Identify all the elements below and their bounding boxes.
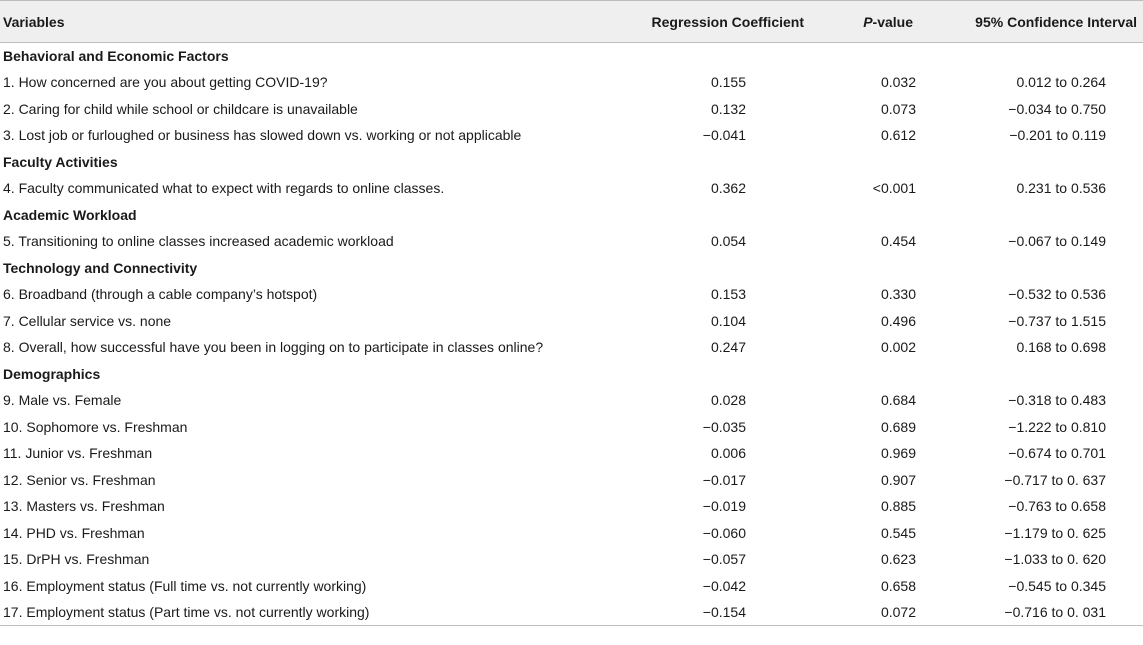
coefficient-cell: −0.041 — [702, 127, 746, 144]
header-variables: Variables — [0, 1, 600, 43]
table-row — [0, 440, 1143, 467]
confidence-interval-cell: −0.201 to 0.119 — [1009, 127, 1106, 144]
coefficient-cell: 0.153 — [710, 286, 746, 303]
variable-cell: 9. Male vs. Female — [3, 392, 122, 409]
table-row — [0, 96, 1143, 123]
p-value-cell: 0.330 — [880, 286, 916, 303]
confidence-interval-cell: −0.532 to 0.536 — [1008, 286, 1106, 303]
variable-cell: 16. Employment status (Full time vs. not currently working) — [3, 577, 367, 594]
p-value-cell: 0.496 — [880, 312, 916, 329]
table-row — [0, 122, 1143, 149]
confidence-interval-cell: −0.067 to 0.149 — [1008, 233, 1106, 250]
table-row — [0, 334, 1143, 361]
coefficient-cell: 0.028 — [710, 392, 746, 409]
variable-cell: 17. Employment status (Part time vs. not currently working) — [0, 599, 600, 626]
section-header-row — [0, 149, 1143, 176]
variable-cell: 11. Junior vs. Freshman — [3, 445, 153, 462]
header-p-italic: P — [863, 13, 873, 30]
header-p-rest: -value — [872, 13, 913, 30]
table-row — [0, 387, 1143, 414]
coefficient-cell: 0.006 — [710, 445, 746, 462]
header-confidence-interval: 95% Confidence Interval — [919, 1, 1143, 43]
table-row — [0, 467, 1143, 494]
confidence-interval-cell: −0.545 to 0.345 — [1008, 577, 1106, 594]
confidence-interval-cell: −0.716 to 0. 031 — [919, 599, 1143, 626]
coefficient-cell: 0.155 — [710, 74, 746, 91]
section-header-row — [0, 255, 1143, 282]
confidence-interval-cell: −1.179 to 0. 625 — [1004, 524, 1106, 541]
p-value-cell: 0.072 — [810, 599, 919, 626]
coefficient-cell: −0.035 — [702, 418, 746, 435]
variable-cell: 5. Transitioning to online classes increased academic workload — [3, 233, 394, 250]
coefficient-cell: 0.247 — [710, 339, 746, 356]
variable-cell: 14. PHD vs. Freshman — [3, 524, 145, 541]
variable-cell: 13. Masters vs. Freshman — [3, 498, 165, 515]
table-row — [0, 69, 1143, 96]
header-regression-coefficient: Regression Coefficient — [600, 1, 810, 43]
table-row — [0, 599, 1143, 626]
table-row — [0, 573, 1143, 600]
coefficient-cell: 0.104 — [710, 312, 746, 329]
section-header-row — [0, 361, 1143, 388]
coefficient-cell: 0.132 — [710, 100, 746, 117]
header-p-value — [810, 1, 919, 43]
confidence-interval-cell: −0.763 to 0.658 — [1008, 498, 1106, 515]
section-label: Faculty Activities — [3, 153, 118, 170]
p-value-cell: 0.002 — [880, 339, 916, 356]
variable-cell: 4. Faculty communicated what to expect with regards to online classes. — [3, 180, 445, 197]
coefficient-cell: −0.042 — [702, 577, 746, 594]
variable-cell: 8. Overall, how successful have you been in logging on to participate in classes online? — [3, 339, 544, 356]
table-row — [0, 546, 1143, 573]
p-value-cell: 0.885 — [880, 498, 916, 515]
p-value-cell: 0.612 — [880, 127, 916, 144]
table-row — [0, 414, 1143, 441]
confidence-interval-cell: 0.231 to 0.536 — [1016, 180, 1106, 197]
table-row — [0, 281, 1143, 308]
table-body — [0, 43, 1143, 626]
coefficient-cell: 0.362 — [710, 180, 746, 197]
confidence-interval-cell: −0.737 to 1.515 — [1008, 312, 1106, 329]
table-row — [0, 493, 1143, 520]
section-header-row — [0, 43, 1143, 70]
confidence-interval-cell: −0.318 to 0.483 — [1008, 392, 1106, 409]
coefficient-cell: −0.017 — [702, 471, 746, 488]
confidence-interval-cell: −0.034 to 0.750 — [1008, 100, 1106, 117]
p-value-cell: <0.001 — [872, 180, 916, 197]
confidence-interval-cell: 0.168 to 0.698 — [1016, 339, 1106, 356]
confidence-interval-cell: −0.674 to 0.701 — [1008, 445, 1106, 462]
section-label: Academic Workload — [3, 206, 137, 223]
coefficient-cell: −0.154 — [600, 599, 810, 626]
confidence-interval-cell: −0.717 to 0. 637 — [1004, 471, 1106, 488]
variable-cell: 15. DrPH vs. Freshman — [3, 551, 150, 568]
table-row — [0, 308, 1143, 335]
confidence-interval-cell: −1.222 to 0.810 — [1008, 418, 1106, 435]
section-label: Technology and Connectivity — [3, 259, 198, 276]
p-value-cell: 0.684 — [880, 392, 916, 409]
confidence-interval-cell: −1.033 to 0. 620 — [1004, 551, 1106, 568]
p-value-cell: 0.454 — [880, 233, 916, 250]
p-value-cell: 0.689 — [880, 418, 916, 435]
coefficient-cell: −0.057 — [702, 551, 746, 568]
p-value-cell: 0.073 — [880, 100, 916, 117]
variable-cell: 7. Cellular service vs. none — [3, 312, 172, 329]
section-header-row — [0, 202, 1143, 229]
variable-cell: 3. Lost job or furloughed or business has slowed down vs. working or not applicable — [3, 127, 522, 144]
p-value-cell: 0.658 — [880, 577, 916, 594]
header-row — [0, 1, 1143, 43]
variable-cell: 2. Caring for child while school or childcare is unavailable — [3, 100, 358, 117]
variable-cell: 6. Broadband (through a cable company’s hotspot) — [3, 286, 318, 303]
coefficient-cell: −0.019 — [702, 498, 746, 515]
coefficient-cell: 0.054 — [710, 233, 746, 250]
variable-cell: 1. How concerned are you about getting COVID-19? — [3, 74, 328, 91]
variable-cell: 12. Senior vs. Freshman — [3, 471, 156, 488]
table-row — [0, 520, 1143, 547]
confidence-interval-cell: 0.012 to 0.264 — [1016, 74, 1106, 91]
section-label: Demographics — [3, 365, 101, 382]
p-value-cell: 0.969 — [880, 445, 916, 462]
section-label: Behavioral and Economic Factors — [3, 48, 229, 64]
p-value-cell: 0.623 — [880, 551, 916, 568]
table-row — [0, 175, 1143, 202]
table-header — [0, 1, 1143, 43]
p-value-cell: 0.032 — [880, 74, 916, 91]
table-row — [0, 228, 1143, 255]
variable-cell: 10. Sophomore vs. Freshman — [3, 418, 188, 435]
p-value-cell: 0.545 — [880, 524, 916, 541]
coefficient-cell: −0.060 — [702, 524, 746, 541]
p-value-cell: 0.907 — [880, 471, 916, 488]
